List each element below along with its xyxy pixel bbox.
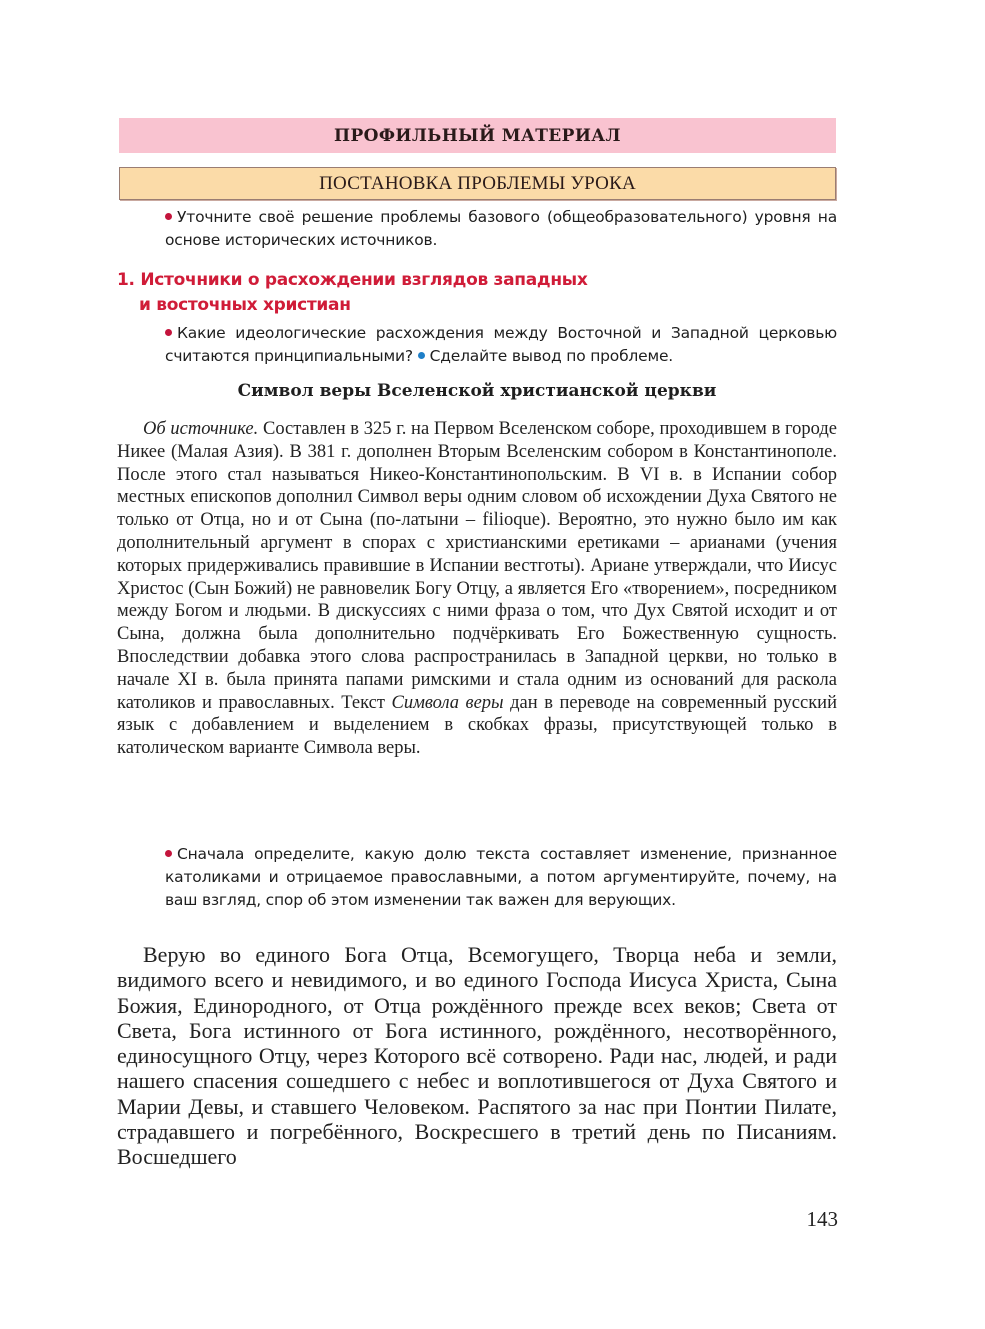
about-source-text-2: дан в переводе на современный русский язык с добавлением и выделением в скобках фразы, присутствующей только в католическом варианте Символа веры.	[117, 692, 837, 759]
about-source-text-1: Составлен в 325 г. на Первом Вселенском соборе, проходившем в городе Никее (Малая Азия). В 381 г. дополнен Вторым Вселенским собором в Константинополе. После этого стал называться Никео-Константинопольским. В VI в. в Испании собор местных епископов дополнил Символ веры одним словом об исхождении Духа Святого не только от Отца, но и от Сына (по-латыни – filioque). Вероятно, это нужно было им как дополнительный аргумент в спорах с христианскими еретиками – арианами (учения которых придерживались правившие в Испании вестготы). Ариане утверждали, что Иисус Христос (Сын Божий) не равновелик Богу Отцу, а является Его «творением», посредником между Богом и людьми. В дискуссиях с ними фраза о том, что Дух Святой исходит и от Сына, должна была дополнительно подчёркивать Его Божественную сущность. Впоследствии добавка этого слова распространилась в Западной церкви, но только в начале XI в. была принята папами римскими и стала одним из оснований для раскола католиков и православных. Текст	[117, 419, 837, 713]
section-title-line2: и восточных христиан	[139, 295, 351, 315]
section-task-1: Какие идеологические расхождения между Восточной и Западной церковью считаются принципиальными?	[165, 324, 837, 365]
about-source-label: Об источнике.	[143, 419, 259, 439]
about-source-paragraph	[117, 418, 837, 760]
intro-task-text: Уточните своё решение проблемы базового (общеобразовательного) уровня на основе исторических источников.	[165, 208, 837, 249]
blue-bullet-icon	[418, 352, 425, 359]
source-task-text: Сначала определите, какую долю текста составляет изменение, признанное католиками и отрицаемое православными, а потом аргументируйте, почему, на ваш взгляд, спор об этом изменении так важен для верующих.	[165, 845, 837, 909]
lesson-problem-banner	[119, 167, 836, 200]
section-title-line1: Источники о расхождении взглядов западных	[140, 270, 588, 290]
profile-material-banner	[119, 118, 836, 153]
lesson-problem-label: ПОСТАНОВКА ПРОБЛЕМЫ УРОКА	[319, 172, 636, 194]
red-bullet-icon	[165, 329, 172, 336]
red-bullet-icon	[165, 850, 172, 857]
page-number: 143	[806, 1207, 838, 1231]
section-number: 1.	[117, 270, 135, 290]
about-source-italic: Символа веры	[391, 692, 504, 713]
section-tasks	[165, 322, 837, 368]
creed-text: Верую во единого Бога Отца, Всемогущего, Творца неба и земли, видимого всего и невидимого, и во единого Господа Иисуса Христа, Сына Божия, Единородного, от Отца рождённого прежде всех веков; Света от Света, Бога истинного от Бога истинного, рождённого, несотворённого, единосущного Отцу, через Которого всё сотворено. Ради нас, людей, и ради нашего спасения сошедшего с небес и воплотившегося от Духа Святого и Марии Девы, и ставшего Человеком. Распятого за нас при Понтии Пилате, страдавшего и погребённого, Воскресшего в третий день по Писаниям. Восшедшего	[117, 942, 837, 1170]
intro-task	[165, 206, 837, 252]
section-heading	[117, 268, 717, 318]
source-title: Символ веры Вселенской христианской церкви	[237, 381, 717, 401]
section-task-2: Сделайте вывод по проблеме.	[429, 347, 674, 365]
profile-material-label: ПРОФИЛЬНЫЙ МАТЕРИАЛ	[334, 125, 621, 146]
red-bullet-icon	[165, 213, 172, 220]
source-task	[165, 843, 837, 912]
